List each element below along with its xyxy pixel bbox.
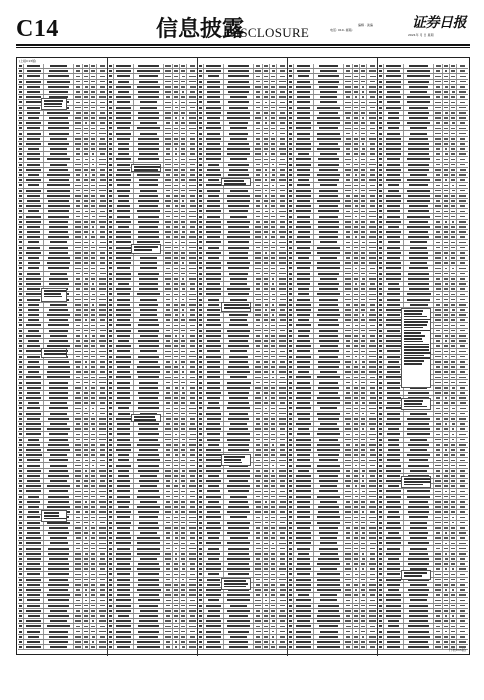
disclosure-table <box>16 57 470 655</box>
section-title: 信息披露 <box>156 16 245 42</box>
merged-cell <box>131 414 161 422</box>
merged-cell <box>41 288 67 302</box>
table-row <box>198 645 288 650</box>
contact-line: 电话: 010- 邮箱: <box>330 28 353 32</box>
continued-to-note: (下转C15版) <box>448 648 466 652</box>
merged-cell <box>401 308 431 388</box>
merged-cell <box>401 398 431 410</box>
table-row <box>18 645 108 650</box>
masthead <box>16 14 470 48</box>
merged-cell <box>131 244 161 254</box>
newspaper-logo: 证券日报 <box>412 15 466 31</box>
merged-cell <box>131 164 161 172</box>
table-column <box>18 64 108 654</box>
merged-cell <box>221 578 251 590</box>
merged-cell <box>221 178 251 186</box>
date-line: 2021年 月 日 星期 <box>408 33 434 37</box>
merged-cell <box>221 302 251 312</box>
editor-line: 编辑 · 美编 <box>358 23 373 27</box>
column-divider <box>107 58 108 656</box>
merged-cell <box>401 476 431 488</box>
header-rule-thin <box>16 47 470 48</box>
merged-cell <box>401 570 431 580</box>
table-row <box>108 645 198 650</box>
column-divider <box>287 58 288 656</box>
table-column <box>288 64 378 654</box>
section-title-en: DISCLOSURE <box>226 25 310 40</box>
merged-cell <box>41 98 67 110</box>
page-number: C14 <box>16 16 59 42</box>
merged-cell <box>221 454 251 466</box>
table-row <box>288 645 378 650</box>
table-column <box>108 64 198 654</box>
continued-from-note: (上接C13版) <box>19 59 37 63</box>
merged-cell <box>41 348 67 358</box>
column-divider <box>197 58 198 656</box>
table-column <box>198 64 288 654</box>
header-rule <box>16 44 470 46</box>
merged-cell <box>41 510 67 522</box>
column-divider <box>377 58 378 656</box>
